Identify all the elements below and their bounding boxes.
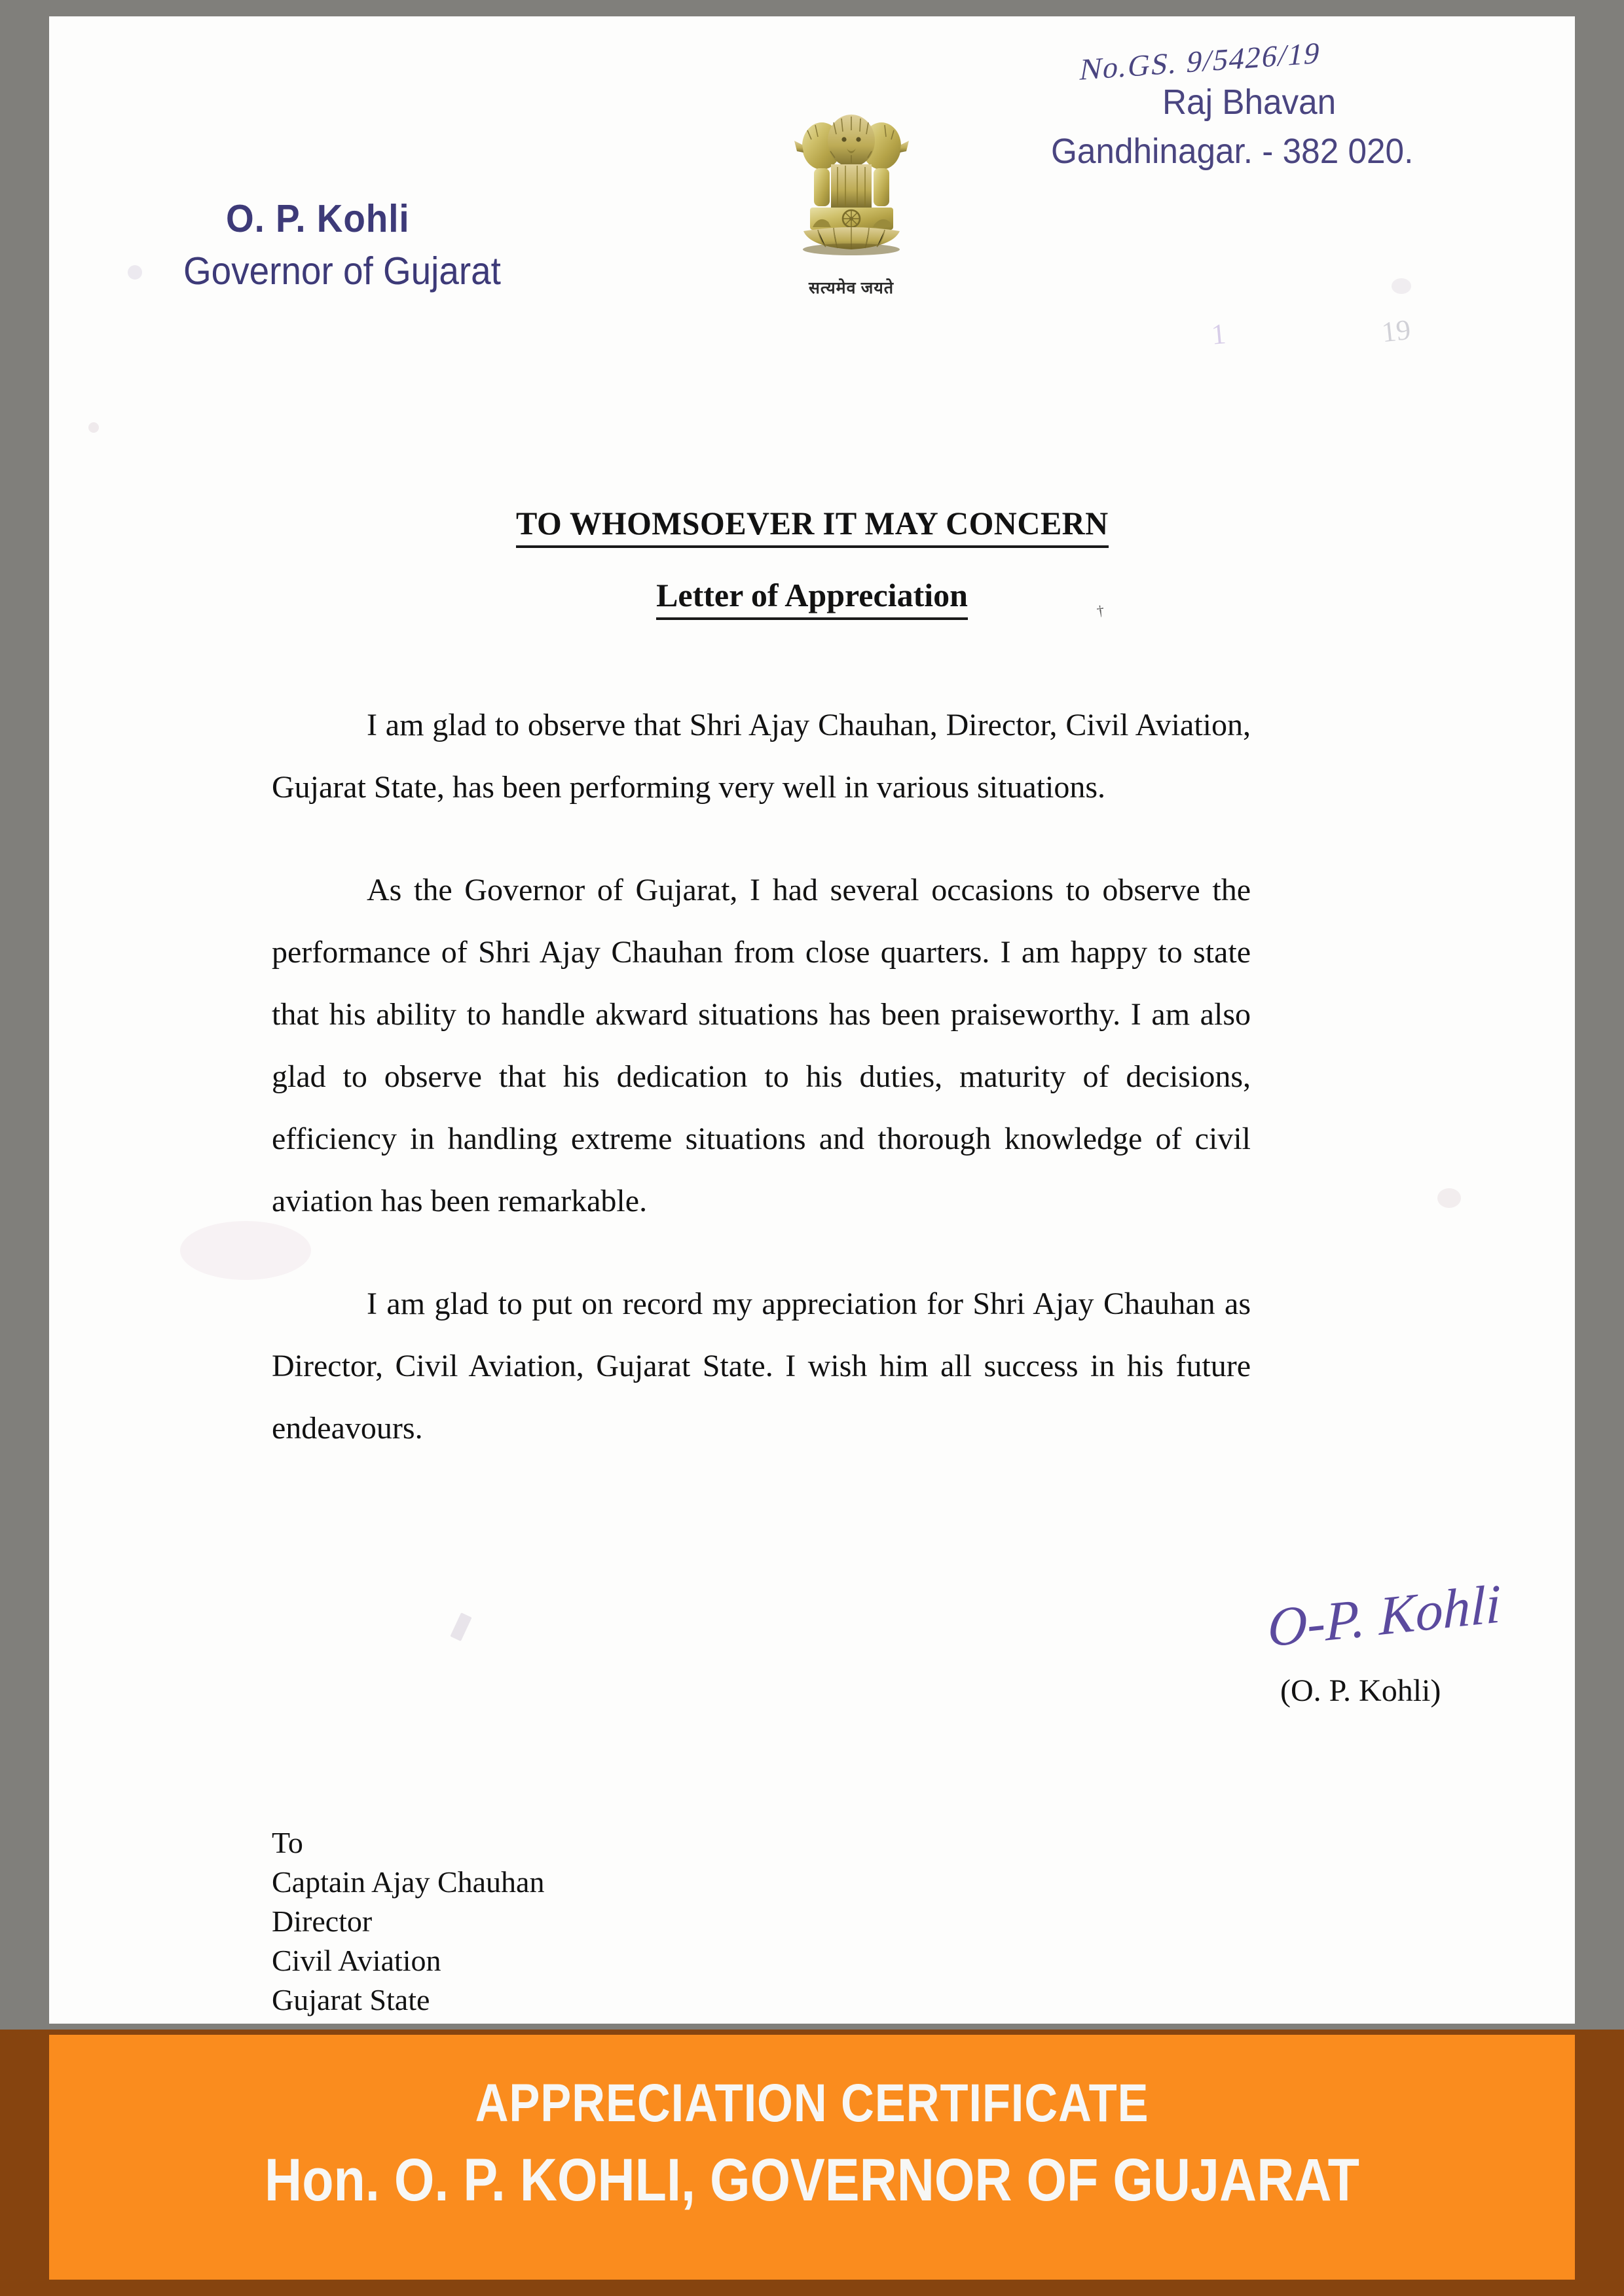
scanned-letter-page (49, 16, 1575, 2024)
addressee-line: Gujarat State (272, 1983, 430, 2016)
caption-subtitle: Hon. O. P. KOHLI, GOVERNOR OF GUJARAT (265, 2147, 1359, 2214)
scan-blotch (128, 265, 142, 280)
addressee-line: Captain Ajay Chauhan (272, 1865, 545, 1899)
caption-banner (49, 2035, 1575, 2280)
heading-to-whomsoever-text: TO WHOMSOEVER IT MAY CONCERN (516, 504, 1109, 548)
ink-smudge-mark: † (1096, 602, 1105, 619)
date-mark-left: 1 (1209, 318, 1228, 351)
signature-printed-name: (O. P. Kohli) (1280, 1673, 1441, 1708)
ashoka-lion-capital-icon (794, 108, 909, 275)
scan-blotch (450, 1613, 471, 1641)
letter-body (272, 694, 1251, 1459)
letterhead-name: O. P. Kohli (226, 197, 410, 240)
addressee-salutation: To (272, 1826, 303, 1859)
date-mark-right: 19 (1380, 313, 1412, 349)
reference-number-handwritten: No.GS. 9/5426/19 (1077, 35, 1324, 86)
body-paragraph: I am glad to put on record my appreciation for Shri Ajay Chauhan as Director, Civil Aviation, Gujarat State. I wish him all success in his future endeavours. (272, 1286, 1251, 1446)
heading-letter-of-appreciation (49, 576, 1575, 620)
letterhead-address-line1: Raj Bhavan (1162, 82, 1337, 122)
body-paragraph: As the Governor of Gujarat, I had several occasions to observe the performance of Shri Ajay Chauhan from close quarters. I am happy to state that his ability to handle akward situations has been praiseworthy. I am also glad to observe that his dedication to his duties, maturity of decisions, efficiency in handling extreme situations and thorough knowledge of civil aviation has been remarkable. (272, 873, 1251, 1218)
body-paragraph: I am glad to observe that Shri Ajay Chauhan, Director, Civil Aviation, Gujarat State, has been performing very well in various situations. (272, 708, 1251, 805)
heading-letter-of-appreciation-text: Letter of Appreciation (656, 576, 968, 620)
scan-blotch (1392, 278, 1411, 294)
addressee-block (272, 1823, 544, 2020)
addressee-line: Civil Aviation (272, 1944, 441, 1977)
letterhead-title: Governor of Gujarat (183, 249, 501, 293)
addressee-line: Director (272, 1904, 373, 1938)
national-emblem (779, 108, 923, 324)
scan-blotch (88, 422, 99, 433)
heading-to-whomsoever (49, 504, 1575, 548)
emblem-motto: सत्यमेव जयते (808, 280, 895, 297)
letterhead-address-line2: Gandhinagar. - 382 020. (1051, 132, 1414, 171)
scan-blotch (1437, 1188, 1461, 1208)
caption-title: APPRECIATION CERTIFICATE (475, 2073, 1149, 2133)
signature-handwritten: O-P. Kohli (1267, 1573, 1501, 1659)
